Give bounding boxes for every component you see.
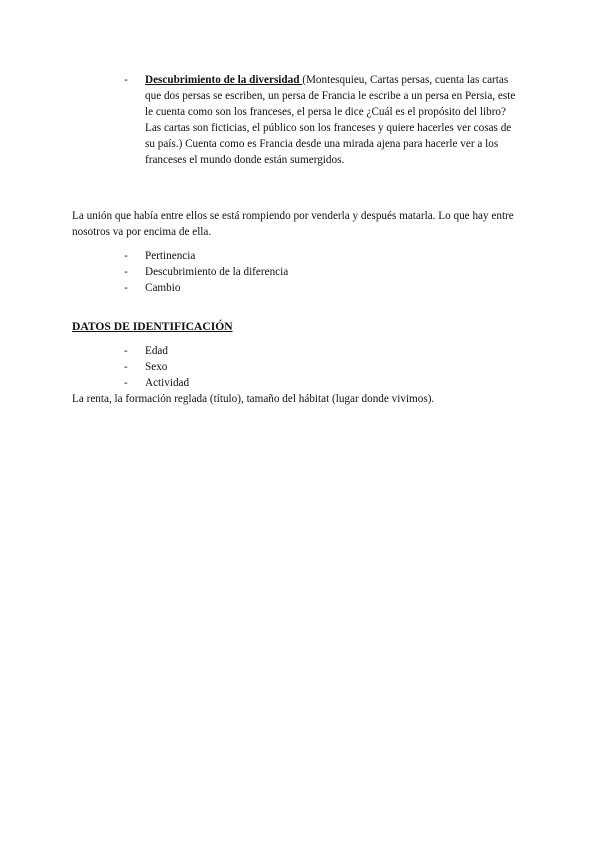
list-item-text: Sexo <box>145 361 168 373</box>
list-item-text: Edad <box>145 345 168 357</box>
bullet-lead: Descubrimiento de la diversidad <box>145 74 303 86</box>
bullet-dash: - <box>124 266 128 278</box>
list-item <box>124 72 516 168</box>
list-concepts <box>124 248 524 296</box>
bullet-dash: - <box>124 282 128 294</box>
bullet-text <box>145 72 516 168</box>
list-identification <box>124 343 524 391</box>
diversity-bullet <box>124 72 516 168</box>
list-item <box>124 264 524 280</box>
list-item <box>124 375 524 391</box>
paragraph-union: La unión que había entre ellos se está rompiendo por venderla y después matarla. Lo que hay entre nosotros va por encima de ella. <box>72 210 514 238</box>
paragraph-income: La renta, la formación reglada (título), tamaño del hábitat (lugar donde vivimos). <box>72 393 435 405</box>
bullet-dash: - <box>124 74 128 86</box>
list-item-text: Pertinencia <box>145 250 196 262</box>
list-item-text: Cambio <box>145 282 181 294</box>
bullet-dash: - <box>124 377 128 389</box>
list-item <box>124 359 524 375</box>
bullet-body: (Montesquieu, Cartas persas, cuenta las cartas que dos persas se escriben, un persa de Francia le escribe a un persa en Persia, este le cuenta como son los franceses, el persa le dice ¿Cuál es el propósito del libro? Las cartas son ficticias, el público son los franceses y quiere hacerles ver cosas de su país.) Cuenta como es Francia desde una mirada ajena para hacerle ver a los franceses el mundo donde están sumergidos. <box>145 74 516 166</box>
list-item <box>124 248 524 264</box>
list-item-text: Descubrimiento de la diferencia <box>145 266 289 278</box>
list-item-text: Actividad <box>145 377 190 389</box>
section-heading: DATOS DE IDENTIFICACIÓN <box>72 320 233 333</box>
bullet-dash: - <box>124 250 128 262</box>
bullet-dash: - <box>124 345 128 357</box>
list-item <box>124 280 524 296</box>
list-item <box>124 343 524 359</box>
bullet-dash: - <box>124 361 128 373</box>
